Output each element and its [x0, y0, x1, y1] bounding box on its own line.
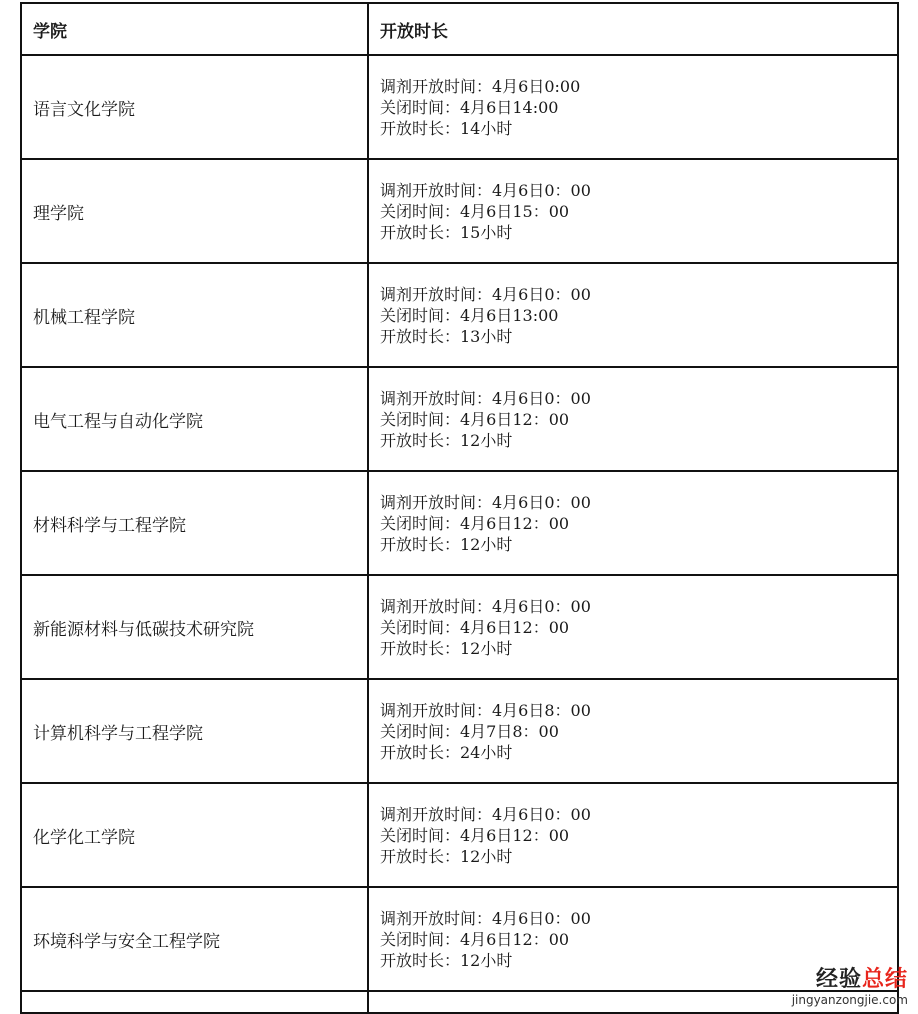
- close-time: 关闭时间：4月6日12：00: [380, 617, 570, 637]
- duration: 开放时长：15小时: [380, 222, 513, 242]
- schedule-cell: [368, 55, 898, 159]
- close-time: 关闭时间：4月6日12：00: [380, 409, 570, 429]
- close-time: 关闭时间：4月6日12：00: [380, 825, 570, 845]
- duration: 开放时长：12小时: [380, 950, 513, 970]
- watermark-brand-dark: 经验: [815, 967, 862, 992]
- admission-schedule-table: [20, 2, 899, 1014]
- schedule-cell: [368, 679, 898, 783]
- open-time: 调剂开放时间：4月6日8：00: [380, 700, 591, 720]
- college-name-empty: [21, 991, 368, 1013]
- table-row: [21, 159, 898, 263]
- schedule-cell: [368, 263, 898, 367]
- college-name: 理学院: [21, 159, 368, 263]
- open-time: 调剂开放时间：4月6日0:00: [380, 76, 581, 96]
- college-name: 环境科学与安全工程学院: [21, 887, 368, 991]
- schedule-cell: [368, 783, 898, 887]
- college-name: 机械工程学院: [21, 263, 368, 367]
- close-time: 关闭时间：4月7日8：00: [380, 721, 559, 741]
- duration: 开放时长：12小时: [380, 846, 513, 866]
- schedule-cell: [368, 575, 898, 679]
- header-college: 学院: [21, 3, 368, 55]
- schedule-cell: [368, 159, 898, 263]
- watermark-url: jingyanzongjie.com: [791, 993, 908, 1007]
- open-time: 调剂开放时间：4月6日0：00: [380, 388, 591, 408]
- table-row: [21, 575, 898, 679]
- college-name: 电气工程与自动化学院: [21, 367, 368, 471]
- duration: 开放时长：12小时: [380, 430, 513, 450]
- duration: 开放时长：12小时: [380, 638, 513, 658]
- table-row: [21, 55, 898, 159]
- table-row: [21, 263, 898, 367]
- schedule-cell: [368, 367, 898, 471]
- duration: 开放时长：24小时: [380, 742, 513, 762]
- college-name: 语言文化学院: [21, 55, 368, 159]
- close-time: 关闭时间：4月6日13:00: [380, 305, 559, 325]
- college-name: 化学化工学院: [21, 783, 368, 887]
- watermark-brand-red: 总结: [861, 967, 908, 992]
- open-time: 调剂开放时间：4月6日0：00: [380, 180, 591, 200]
- open-time: 调剂开放时间：4月6日0：00: [380, 284, 591, 304]
- table-row-partial: [21, 991, 898, 1013]
- table-row: [21, 679, 898, 783]
- close-time: 关闭时间：4月6日12：00: [380, 929, 570, 949]
- college-name: 材料科学与工程学院: [21, 471, 368, 575]
- open-time: 调剂开放时间：4月6日0：00: [380, 492, 591, 512]
- close-time: 关闭时间：4月6日12：00: [380, 513, 570, 533]
- open-time: 调剂开放时间：4月6日0：00: [380, 596, 591, 616]
- open-time: 调剂开放时间：4月6日0：00: [380, 908, 591, 928]
- close-time: 关闭时间：4月6日14:00: [380, 97, 559, 117]
- watermark-logo: [792, 967, 908, 993]
- header-duration: 开放时长: [368, 3, 898, 55]
- duration: 开放时长：12小时: [380, 534, 513, 554]
- duration: 开放时长：14小时: [380, 118, 513, 138]
- table-row: [21, 367, 898, 471]
- schedule-cell: [368, 471, 898, 575]
- table-row: [21, 887, 898, 991]
- table-header-row: [21, 3, 898, 55]
- duration: 开放时长：13小时: [380, 326, 513, 346]
- college-name: 计算机科学与工程学院: [21, 679, 368, 783]
- college-name: 新能源材料与低碳技术研究院: [21, 575, 368, 679]
- site-watermark: [792, 967, 908, 1007]
- open-time: 调剂开放时间：4月6日0：00: [380, 804, 591, 824]
- table-row: [21, 471, 898, 575]
- close-time: 关闭时间：4月6日15：00: [380, 201, 570, 221]
- table-row: [21, 783, 898, 887]
